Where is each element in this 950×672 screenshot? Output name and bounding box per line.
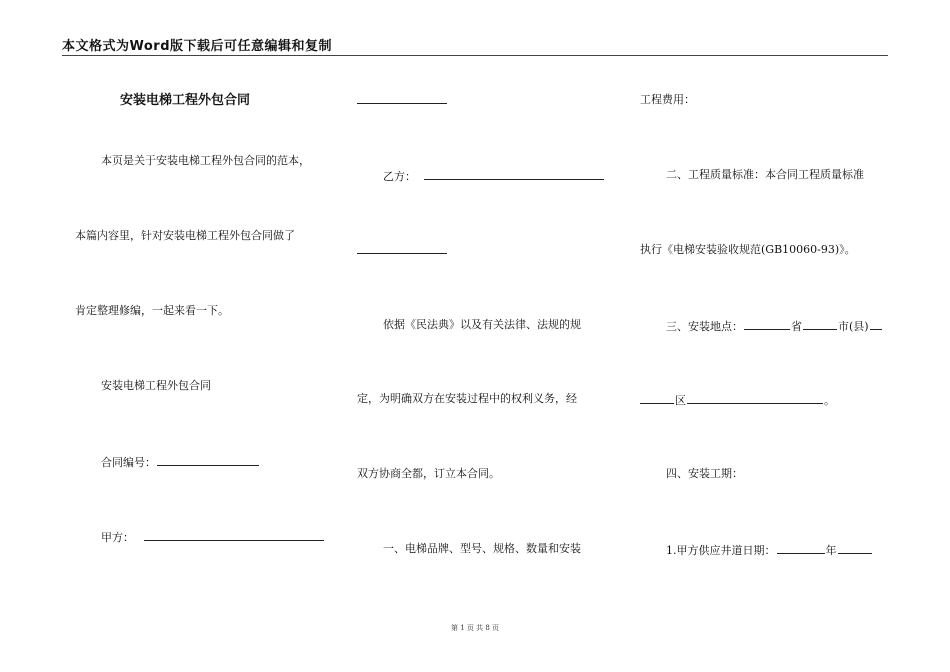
- year-label: 年: [825, 544, 837, 557]
- column-2: [357, 0, 612, 672]
- party-b-row: [383, 168, 605, 184]
- column-3: [640, 0, 895, 672]
- contract-number-blank: [157, 454, 259, 466]
- column-1: [75, 0, 330, 672]
- item-1-blank-2: [838, 542, 872, 554]
- basis-line-3: 双方协商全都，订立本合同。: [357, 467, 500, 480]
- contract-heading: 安装电梯工程外包合同: [101, 379, 211, 392]
- document-title: 安装电梯工程外包合同: [120, 93, 251, 108]
- party-b-label: 乙方：: [383, 170, 416, 183]
- district-row: [640, 392, 835, 408]
- intro-line-3: 肯定整理修编，一起来看一下。: [75, 304, 229, 317]
- district-blank-1: [640, 392, 674, 404]
- district-label: 区: [675, 394, 686, 407]
- district-blank-2: [687, 392, 823, 404]
- party-a-label: 甲方：: [101, 531, 134, 544]
- province-blank: [744, 318, 790, 330]
- county-blank: [870, 318, 882, 330]
- item-1-blank-1: [777, 542, 825, 554]
- city-label: 市(县): [838, 320, 869, 333]
- section-2-line-2: 执行《电梯安装验收规范(GB10060-93)》。: [640, 243, 856, 256]
- page-footer: 第 1 页 共 8 页: [450, 624, 500, 632]
- section-3-prefix: 三、安装地点：: [666, 320, 743, 333]
- basis-line-1: 依据《民法典》以及有关法律、法规的规: [383, 318, 581, 331]
- section-2-line-1: 二、工程质量标准：本合同工程质量标准: [666, 168, 864, 181]
- contract-number-row: [101, 454, 260, 470]
- contract-number-label: 合同编号：: [101, 456, 156, 469]
- intro-line-1: 本页是关于安装电梯工程外包合同的范本，: [101, 154, 310, 167]
- section-4-heading: 四、安装工期：: [666, 467, 743, 480]
- header-title: 本文格式为Word版下载后可任意编辑和复制: [62, 39, 333, 54]
- section-1-line-1: 一、电梯品牌、型号、规格、数量和安装: [383, 542, 581, 555]
- party-a-continuation-blank: [357, 103, 447, 104]
- period-end: 。: [824, 394, 835, 407]
- party-a-blank: [144, 529, 324, 541]
- party-b-continuation-blank: [357, 253, 447, 254]
- province-label: 省: [791, 320, 802, 333]
- basis-line-2: 定，为明确双方在安装过程中的权利义务，经: [357, 392, 577, 405]
- city-blank: [803, 318, 837, 330]
- item-1-label: 1.甲方供应井道日期：: [666, 544, 776, 557]
- intro-line-2: 本篇内容里，针对安装电梯工程外包合同做了: [75, 229, 295, 242]
- section-3-row: [666, 318, 883, 334]
- party-a-row: [101, 529, 325, 545]
- item-1-row: [666, 542, 873, 558]
- party-b-blank: [424, 168, 604, 180]
- cost-label: 工程费用：: [640, 93, 695, 106]
